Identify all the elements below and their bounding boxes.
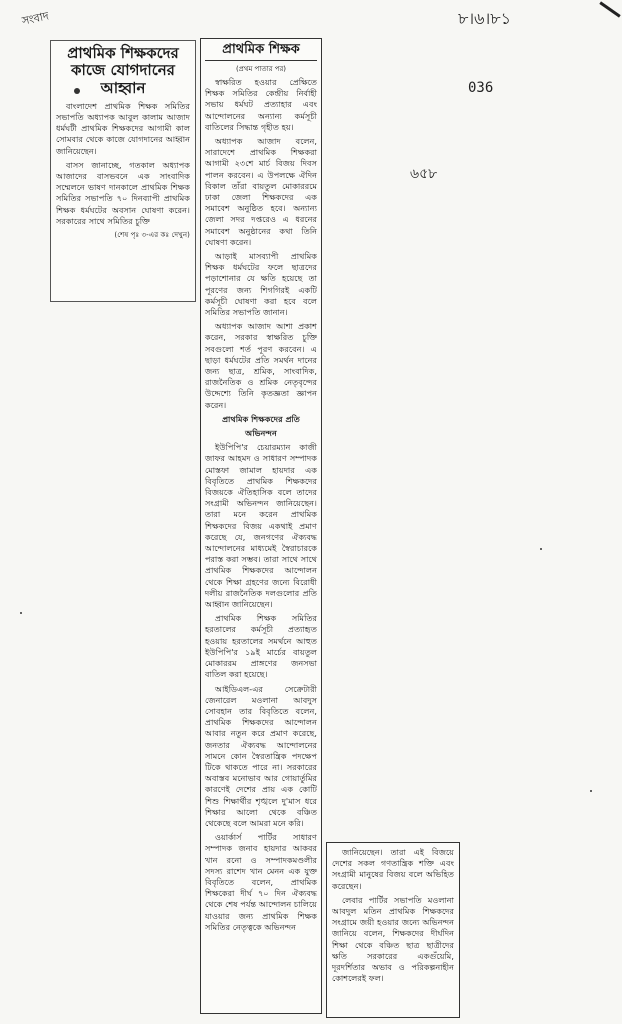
headline-left: প্রাথমিক শিক্ষকদের কাজে যোগদানের আহ্বান <box>67 44 179 97</box>
paragraph: লেবার পার্টির সভাপতি মওলানা আবদুল মতিন প্রাথমিক শিক্ষকদের সংগ্রামে জয়ী হওয়ার জন্যে অভিনন্দন জানিয়ে বলেন, শিক্ষকদের দীর্ঘদিন শিক্ষা থেকে বঞ্চিত ছাত্র ছাত্রীদের ক্ষতি সরকারের একগুঁয়েমি, দূরদর্শিতার অভাব ও পরিকল্পনাহীন কোশলেরই ফল। <box>332 895 454 984</box>
subheading: অভিনন্দন <box>245 429 277 439</box>
continued-from: (প্রথম পাতার পর) <box>235 64 287 73</box>
paragraph: আড়াই মাসব্যাপী প্রাথমিক শিক্ষক ধর্মঘটের ফলে ছাত্রদের পড়াশোনার যে ক্ষতি হয়েছে তা পূরণের জন্য শিগগিরই একটি কর্মসূচী ঘোষণা করা হবে বলে সমিতির সভাপতি জানান। <box>205 251 317 317</box>
paragraph: প্রাথমিক শিক্ষক সমিতির হরতালের কর্মসূচী প্রত্যাহৃত হওয়ায় হরতালের সমর্থনে আহুত ইউপিপি'র ১৯ই মার্চের বায়তুল মোকাররম প্রাঙ্গণের জনসভা বাতিল করা হয়েছে। <box>205 614 317 680</box>
corner-mark <box>599 1 620 17</box>
paragraph: বাংলাদেশ প্রাথমিক শিক্ষক সমিতির সভাপতি অধ্যাপক আবুল কালাম আজাদ ধর্মঘটী প্রাথমিক শিক্ষকদের আগামী কাল সোমবার থেকে কাজে যোগদানের আহ্বান জানিয়েছেন। <box>56 101 190 156</box>
article-main-body <box>205 77 317 933</box>
paragraph: আইডিএল-এর সেক্রেটারী জেনারেল মওলানা আবদুস সোবহান তার বিবৃতিতে বলেন, প্রাথমিক শিক্ষকদের আন্দোলন আবার নতুন করে প্রমাণ করেছে, জনতার ঐক্যবদ্ধ আন্দোলনের সামনে কোন স্বৈরতান্ত্রিক পদক্ষেপ টিকে থাকতে পারে না। সরকারের অবাস্তব মনোভাব আর গোয়ার্তুমির কারণেই দেশের প্রায় এক কোটি শিশু শিক্ষার্থীর শৃঙ্খলে দু'মাস ধরে শিক্ষার আলো থেকে বঞ্চিত থেকেছে বলে আমরা মনে করি। <box>205 684 317 828</box>
paragraph: ওয়ার্কার্স পার্টির সাধারণ সম্পাদক জনাব হায়দার আকবর খান রনো ও সম্পাদকমণ্ডলীর সদস্য রাশেদ খান মেনন এক যুক্ত বিবৃতিতে বলেন, প্রাথমিক শিক্ষকেরা দীর্ঘ ৭০ দিন ঐক্যবদ্ধ থেকে শেষ পর্যন্ত আন্দোলন চালিয়ে যাওয়ার জন্য প্রাথমিক শিক্ষক সমিতির নেতৃত্বকে অভিনন্দন <box>205 833 317 932</box>
article-bottom-body <box>332 847 454 984</box>
top-left-tag: সংবাদ <box>20 9 50 28</box>
paragraph: অধ্যাপক আজাদ আশা প্রকাশ করেন, সরকার স্বাক্ষরিত চুক্তি সবগুলো শর্ত পূরণ করবেন। এ ছাড়া ধর্মঘটের প্রতি সমর্থন দানের জন্য ছাত্র, শ্রমিক, সাংবাদিক, রাজনৈতিক ও শ্রমিক নেতৃবৃন্দের উদ্দেশ্যে তিনি কৃতজ্ঞতা জ্ঞাপন করেন। <box>205 322 317 410</box>
top-right-code: ৮।৬।৮১ <box>458 9 511 28</box>
clipping-main <box>200 38 322 1014</box>
clipping-left <box>50 40 196 302</box>
article-left-body <box>56 101 190 241</box>
scan-speck <box>20 612 22 614</box>
scan-speck <box>540 548 542 550</box>
paragraph: অধ্যাপক আজাদ বলেন, সারাদেশে প্রাথমিক শিক্ষকরা আগামী ২৩শে মার্চ বিজয় দিবস পালন করবেন। এ উপলক্ষে ঐদিন বিকাল তাঁরা বায়তুল মোকাররমে ঢাকা জেলা শিক্ষকদের এক সমাবেশ অনুষ্ঠিত হবে। অন্যান্য জেলা সদর দপ্তরেও এ ধরনের সমাবেশ অনুষ্ঠানের কথা তিনি ঘোষণা করেন। <box>205 136 317 247</box>
subheading: প্রাথমিক শিক্ষকদের প্রতি <box>222 414 300 424</box>
continued-note: (শেষ পৃঃ ৩-এর কঃ দেখুন) <box>114 230 190 239</box>
side-number: ৬৫৮ <box>410 166 438 182</box>
clipping-bottom <box>326 842 460 1018</box>
headline-main: প্রাথমিক শিক্ষক <box>205 43 317 61</box>
paragraph: জানিয়েছেন। তারা এই বিজয়ে দেশের সকল গণতান্ত্রিক শক্তি এবং সংগ্রামী মানুষের বিজয় বলে অভিহিত করেছেন। <box>332 848 454 891</box>
paragraph: বাসস জানাচ্ছে, গতকাল অধ্যাপক আজাদের বাসভবনে এক সাংবাদিক সম্মেলনে ভাষণ দানকালে প্রাথমিক শিক্ষক সমিতির সভাপতি ৭০ দিনব্যাপী প্রাথমিক শিক্ষক ধর্মঘটের অবসান ঘোষণা করেন। সরকারের সাথে সমিতির চুক্তি <box>56 160 190 226</box>
paragraph: ইউপিপি'র চেয়ারম্যান কাজী জাফর আহমদ ও সাধারণ সম্পাদক মোস্তফা জামাল হায়দার এক বিবৃতিতে প্রাথমিক শিক্ষকদের বিজয়কে ঐতিহাসিক বলে তাদের সংগ্রামী অভিনন্দন জানিয়েছেন। তারা মনে করেন প্রাথমিক শিক্ষকদের বিজয় একথাই প্রমাণ করেছে যে, জনগণের ঐক্যবদ্ধ আন্দোলনের মাধ্যমেই স্বৈরাচারকে পরাস্ত করা সম্ভব। তারা সাথে সাথে প্রাথমিক শিক্ষকদের আন্দোলন থেকে শিক্ষা গ্রহণের জন্যে বিরোধী দলীয় রাজনৈতিক দলগুলোর প্রতি আহ্বান জানিয়েছেন। <box>205 443 317 610</box>
scan-speck <box>590 790 592 792</box>
page-number: 036 <box>468 80 494 96</box>
scan-speck <box>74 88 80 94</box>
paragraph: স্বাক্ষরিত হওয়ার প্রেক্ষিতে শিক্ষক সমিতির কেন্দ্রীয় নির্বাহী সভায় ধর্মঘট প্রত্যাহার এবং আন্দোলনের অন্যান্য কর্মসূচী বাতিলের সিদ্ধান্ত গৃহীত হয়। <box>205 77 317 132</box>
